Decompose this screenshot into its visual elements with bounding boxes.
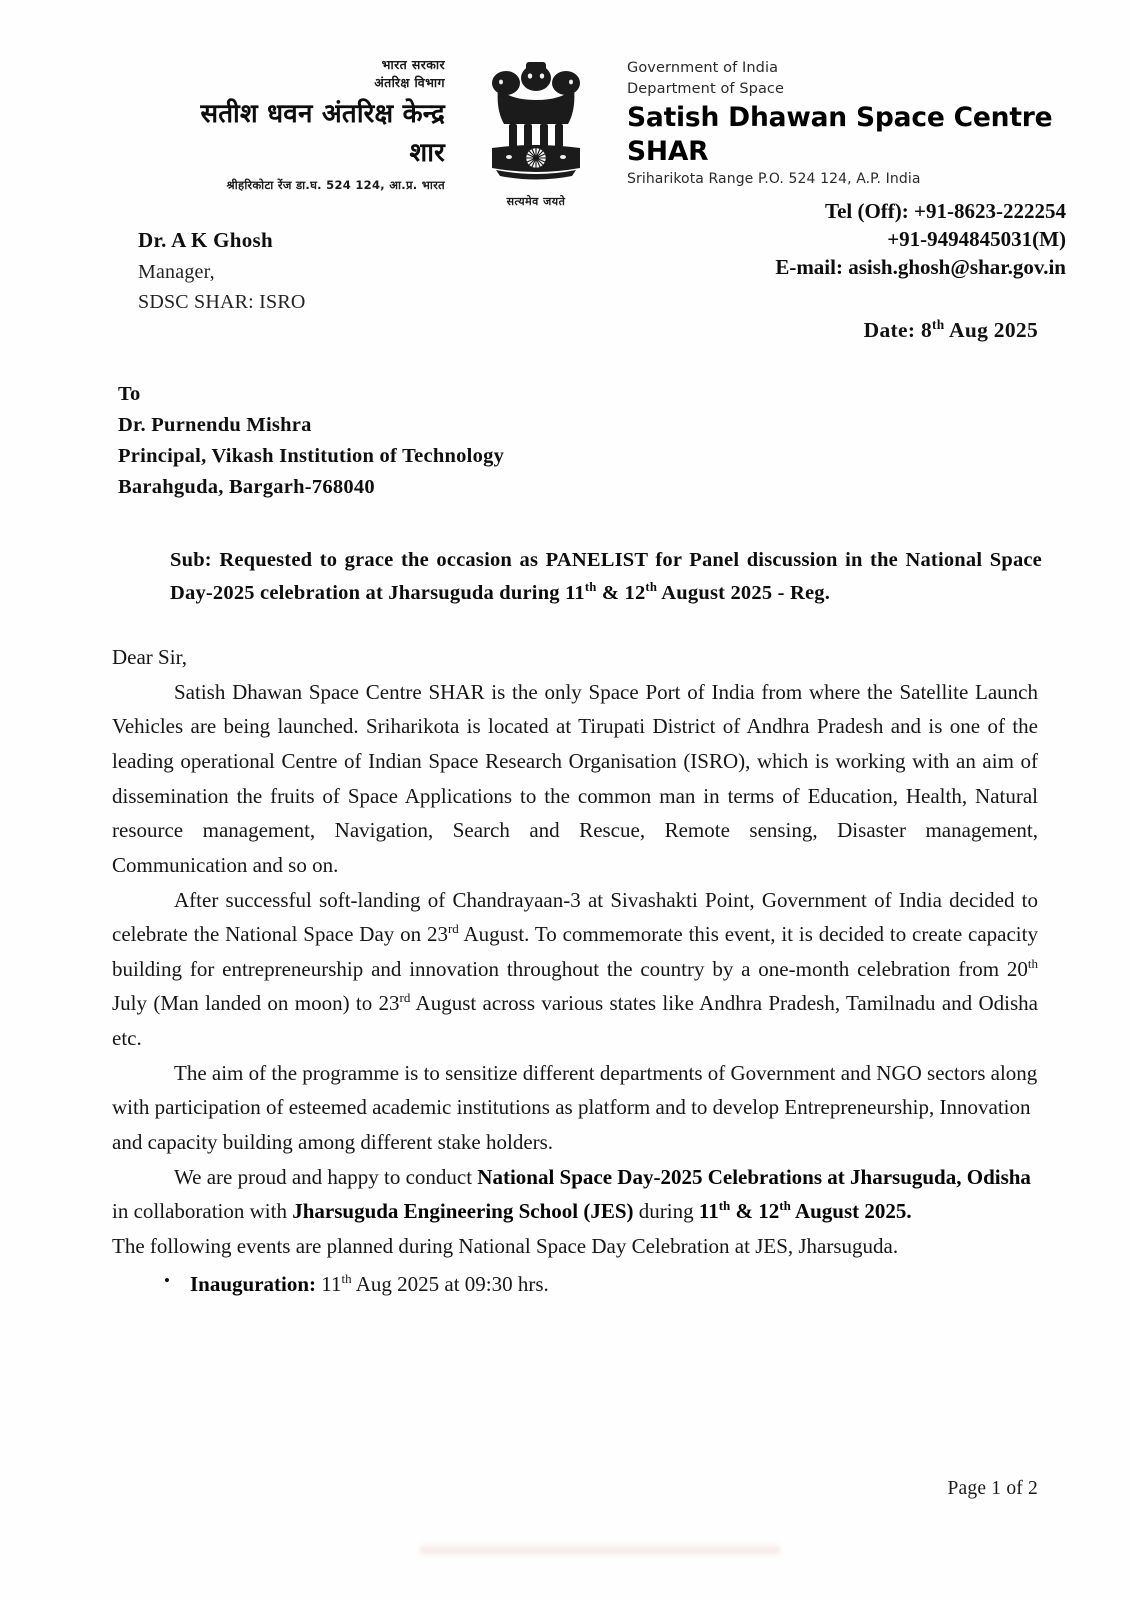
letter-date xyxy=(0,318,1130,343)
salutation: Dear Sir, xyxy=(112,645,187,670)
email-address: E-mail: asish.ghosh@shar.gov.in xyxy=(775,254,1066,279)
hindi-shar-label: शार xyxy=(409,137,445,168)
hindi-address-line: श्रीहरिकोटा रेंज डा.घ. 524 124, आ.प्र. भारत xyxy=(226,177,445,192)
body-paragraph-5: The following events are planned during National Space Day Celebration at JES, Jharsuguda. xyxy=(112,1233,899,1258)
telephone-office: Tel (Off): +91-8623-222254 xyxy=(825,198,1066,223)
paragraph-4-ordinal-2: th xyxy=(779,1198,791,1214)
telephone-mobile: +91-9494845031(M) xyxy=(887,226,1066,251)
paragraph-4-part-c: in collaboration with xyxy=(112,1199,293,1224)
range-postal-address: Sriharikota Range P.O. 524 124, A.P. India xyxy=(627,170,921,187)
lion-capital-of-ashoka-icon xyxy=(482,52,590,192)
date-month-year: Aug 2025 xyxy=(944,318,1038,342)
paragraph-2-part-c: July (Man landed on moon) to 23 xyxy=(112,991,400,1016)
department-of-space-label: Department of Space xyxy=(627,80,785,97)
paragraph-4-part-d: during xyxy=(633,1199,699,1224)
paragraph-2-ordinal-3: rd xyxy=(399,990,411,1006)
paragraph-4-bold-day-12: & 12 xyxy=(730,1199,780,1224)
hindi-department-label: अंतरिक्ष विभाग xyxy=(374,75,445,91)
sender-designation: Manager, xyxy=(138,260,215,283)
subject-part-2: & 12 xyxy=(596,581,646,604)
paragraph-4-bold-day-11: 11 xyxy=(698,1199,719,1224)
contact-block xyxy=(627,197,1070,281)
national-emblem-block xyxy=(461,48,611,209)
hindi-government-label: भारत सरकार xyxy=(381,57,445,72)
letterhead-english-block xyxy=(611,48,1070,281)
paragraph-4-bold-school: Jharsuguda Engineering School (JES) xyxy=(292,1199,634,1224)
subject-line xyxy=(170,544,1042,610)
government-of-india-label: Government of India xyxy=(627,60,779,76)
letter-body xyxy=(112,640,1038,1301)
subject-part-1: Sub: Requested to grace the occasion as PANELIST for Panel discussion in the National Space Day-2025 celebration at Jharsuguda during 11 xyxy=(170,548,1042,604)
subject-ordinal-1: th xyxy=(584,580,597,594)
centre-name-line-1: Satish Dhawan Space Centre xyxy=(627,102,1053,134)
letterhead-hindi-block xyxy=(100,48,461,193)
page-number-footer: Page 1 of 2 xyxy=(947,1478,1038,1499)
paragraph-2-part-a: After successful soft-landing of Chandrayaan-3 at Sivashakti Point, Government of India decided to celebrate the National Space Day on 23 xyxy=(112,887,1038,947)
paragraph-4-part-a: We are proud and happy to conduct xyxy=(174,1164,478,1189)
event-detail-a: 11 xyxy=(316,1271,342,1296)
body-paragraph-1: Satish Dhawan Space Centre SHAR is the only Space Port of India from where the Satellite Launch Vehicles are being launched. Sriharikota is located at Tirupati District of Andhra Pradesh and is one of the leading operational Centre of Indian Space Research Organisation (ISRO), which is working with an aim of dissemination the fruits of Space Applications to the common man in terms of Education, Health, Natural resource management, Navigation, Search and Rescue, Remote sensing, Disaster management, Communication and so on. xyxy=(112,679,1038,877)
emblem-motto-text: सत्यमेव जयते xyxy=(506,195,566,208)
body-paragraph-2 xyxy=(112,883,1038,1056)
event-detail-b: Aug 2025 at 09:30 hrs. xyxy=(351,1271,549,1296)
addressee-block xyxy=(0,379,1130,504)
paragraph-2-part-d: August across various states like Andhra Pradesh, Tamilnadu and Odisha etc. xyxy=(112,991,1038,1051)
list-item xyxy=(190,1268,1038,1302)
paragraph-4-ordinal-1: th xyxy=(718,1198,731,1214)
subject-ordinal-2: th xyxy=(645,580,658,594)
sender-block xyxy=(138,225,306,317)
addressee-name: Dr. Purnendu Mishra xyxy=(118,414,312,437)
event-label: Inauguration: xyxy=(190,1271,317,1296)
hindi-centre-name: सतीश धवन अंतरिक्ष केन्द्र xyxy=(200,99,445,130)
centre-name-line-2: SHAR xyxy=(627,135,709,167)
date-ordinal-suffix: th xyxy=(932,316,945,332)
events-list xyxy=(112,1268,1038,1302)
paragraph-4-bold-celebrations: National Space Day-2025 Celebrations at Jharsuguda, Odisha xyxy=(477,1164,1031,1189)
paragraph-2-ordinal-1: rd xyxy=(447,921,459,937)
body-paragraph-3: The aim of the programme is to sensitize different departments of Government and NGO sectors along with participation of esteemed academic institutions as platform and to develop Entrepreneurship, Innovation and capacity building among different stake holders. xyxy=(112,1060,1038,1154)
scan-artifact xyxy=(420,1543,780,1557)
addressee-designation: Principal, Vikash Institution of Technology xyxy=(118,445,505,468)
date-label: Date: 8 xyxy=(863,318,933,342)
paragraph-2-ordinal-2: th xyxy=(1027,955,1038,971)
paragraph-4-bold-month-year: August 2025. xyxy=(790,1199,912,1224)
addressee-to-label: To xyxy=(118,383,141,405)
body-paragraph-4 xyxy=(112,1160,1038,1229)
sender-organisation: SDSC SHAR: ISRO xyxy=(138,290,306,313)
sender-name: Dr. A K Ghosh xyxy=(138,228,274,252)
event-ordinal: th xyxy=(341,1270,352,1286)
paragraph-2-part-b: August. To commemorate this event, it is decided to create capacity building for entrepreneurship and innovation throughout the country by a one-month celebration from 20 xyxy=(112,922,1038,981)
addressee-address: Barahguda, Bargarh-768040 xyxy=(118,476,375,499)
subject-part-3: August 2025 - Reg. xyxy=(657,581,831,604)
